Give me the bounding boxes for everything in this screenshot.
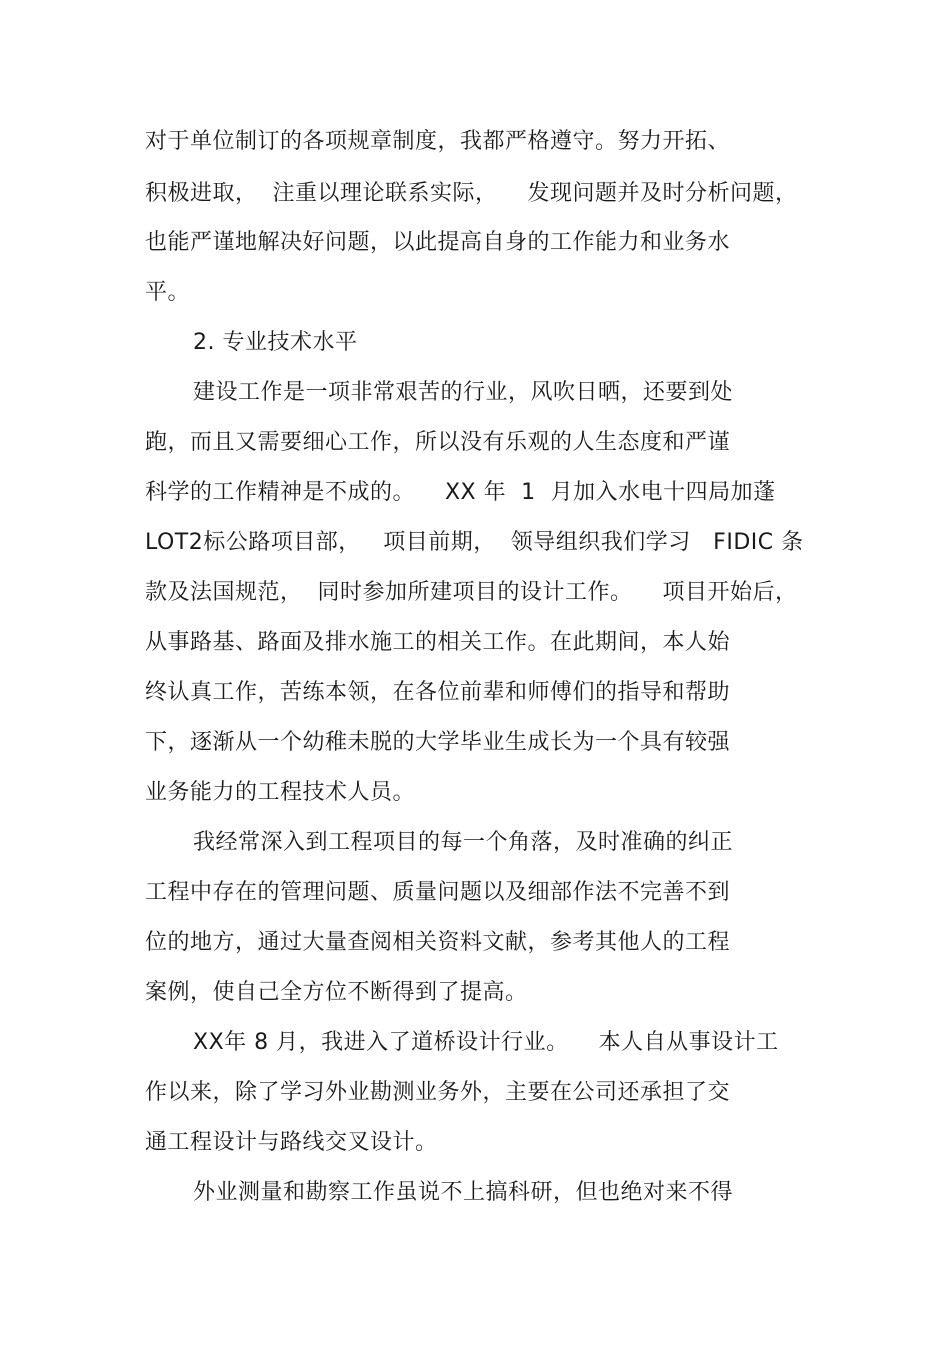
text-line: 作以来，除了学习外业勘测业务外，主要在公司还承担了交 (145, 1080, 731, 1105)
text-line: 通工程设计与路线交叉设计。 (145, 1130, 438, 1155)
text-line: LOT2标公路项目部， 项目前期， 领导组织我们学习 FIDIC 条 (145, 530, 804, 555)
text-line: 下，逐渐从一个幼稚未脱的大学毕业生成长为一个具有较强 (145, 730, 731, 755)
text-line: 跑，而且又需要细心工作，所以没有乐观的人生态度和严谨 (145, 430, 731, 455)
text-line: 也能严谨地解决好问题，以此提高自身的工作能力和业务水 (145, 230, 731, 255)
text-line: 对于单位制订的各项规章制度，我都严格遵守。努力开拓、 (145, 129, 731, 154)
text-line: 平。 (145, 280, 191, 305)
paragraph-start-line: 建设工作是一项非常艰苦的行业，风吹日晒，还要到处 (193, 380, 734, 405)
paragraph-start-line: 外业测量和勘察工作虽说不上搞科研，但也绝对来不得 (193, 1180, 734, 1205)
paragraph-start-line: 我经常深入到工程项目的每一个角落，及时准确的纠正 (193, 830, 734, 855)
paragraph-start-line: XX年 8 月，我进入了道桥设计行业。 本人自从事设计工 (193, 1030, 779, 1055)
text-line: 位的地方，通过大量查阅相关资料文献，参考其他人的工程 (145, 930, 731, 955)
text-line: 款及法国规范， 同时参加所建项目的设计工作。 项目开始后， (145, 580, 798, 605)
text-line: 工程中存在的管理问题、质量问题以及细部作法不完善不到 (145, 880, 731, 905)
text-line: 积极进取， 注重以理论联系实际， 发现问题并及时分析问题， (145, 181, 798, 206)
text-line: 终认真工作，苦练本领，在各位前辈和师傅们的指导和帮助 (145, 680, 731, 705)
text-line: 从事路基、路面及排水施工的相关工作。在此期间，本人始 (145, 630, 731, 655)
text-line: 科学的工作精神是不成的。 XX 年 1 月加入水电十四局加蓬 (145, 480, 776, 505)
section-heading: 2. 专业技术水平 (193, 330, 358, 355)
text-line: 业务能力的工程技术人员。 (145, 780, 416, 805)
text-line: 案例，使自己全方位不断得到了提高。 (145, 980, 528, 1005)
